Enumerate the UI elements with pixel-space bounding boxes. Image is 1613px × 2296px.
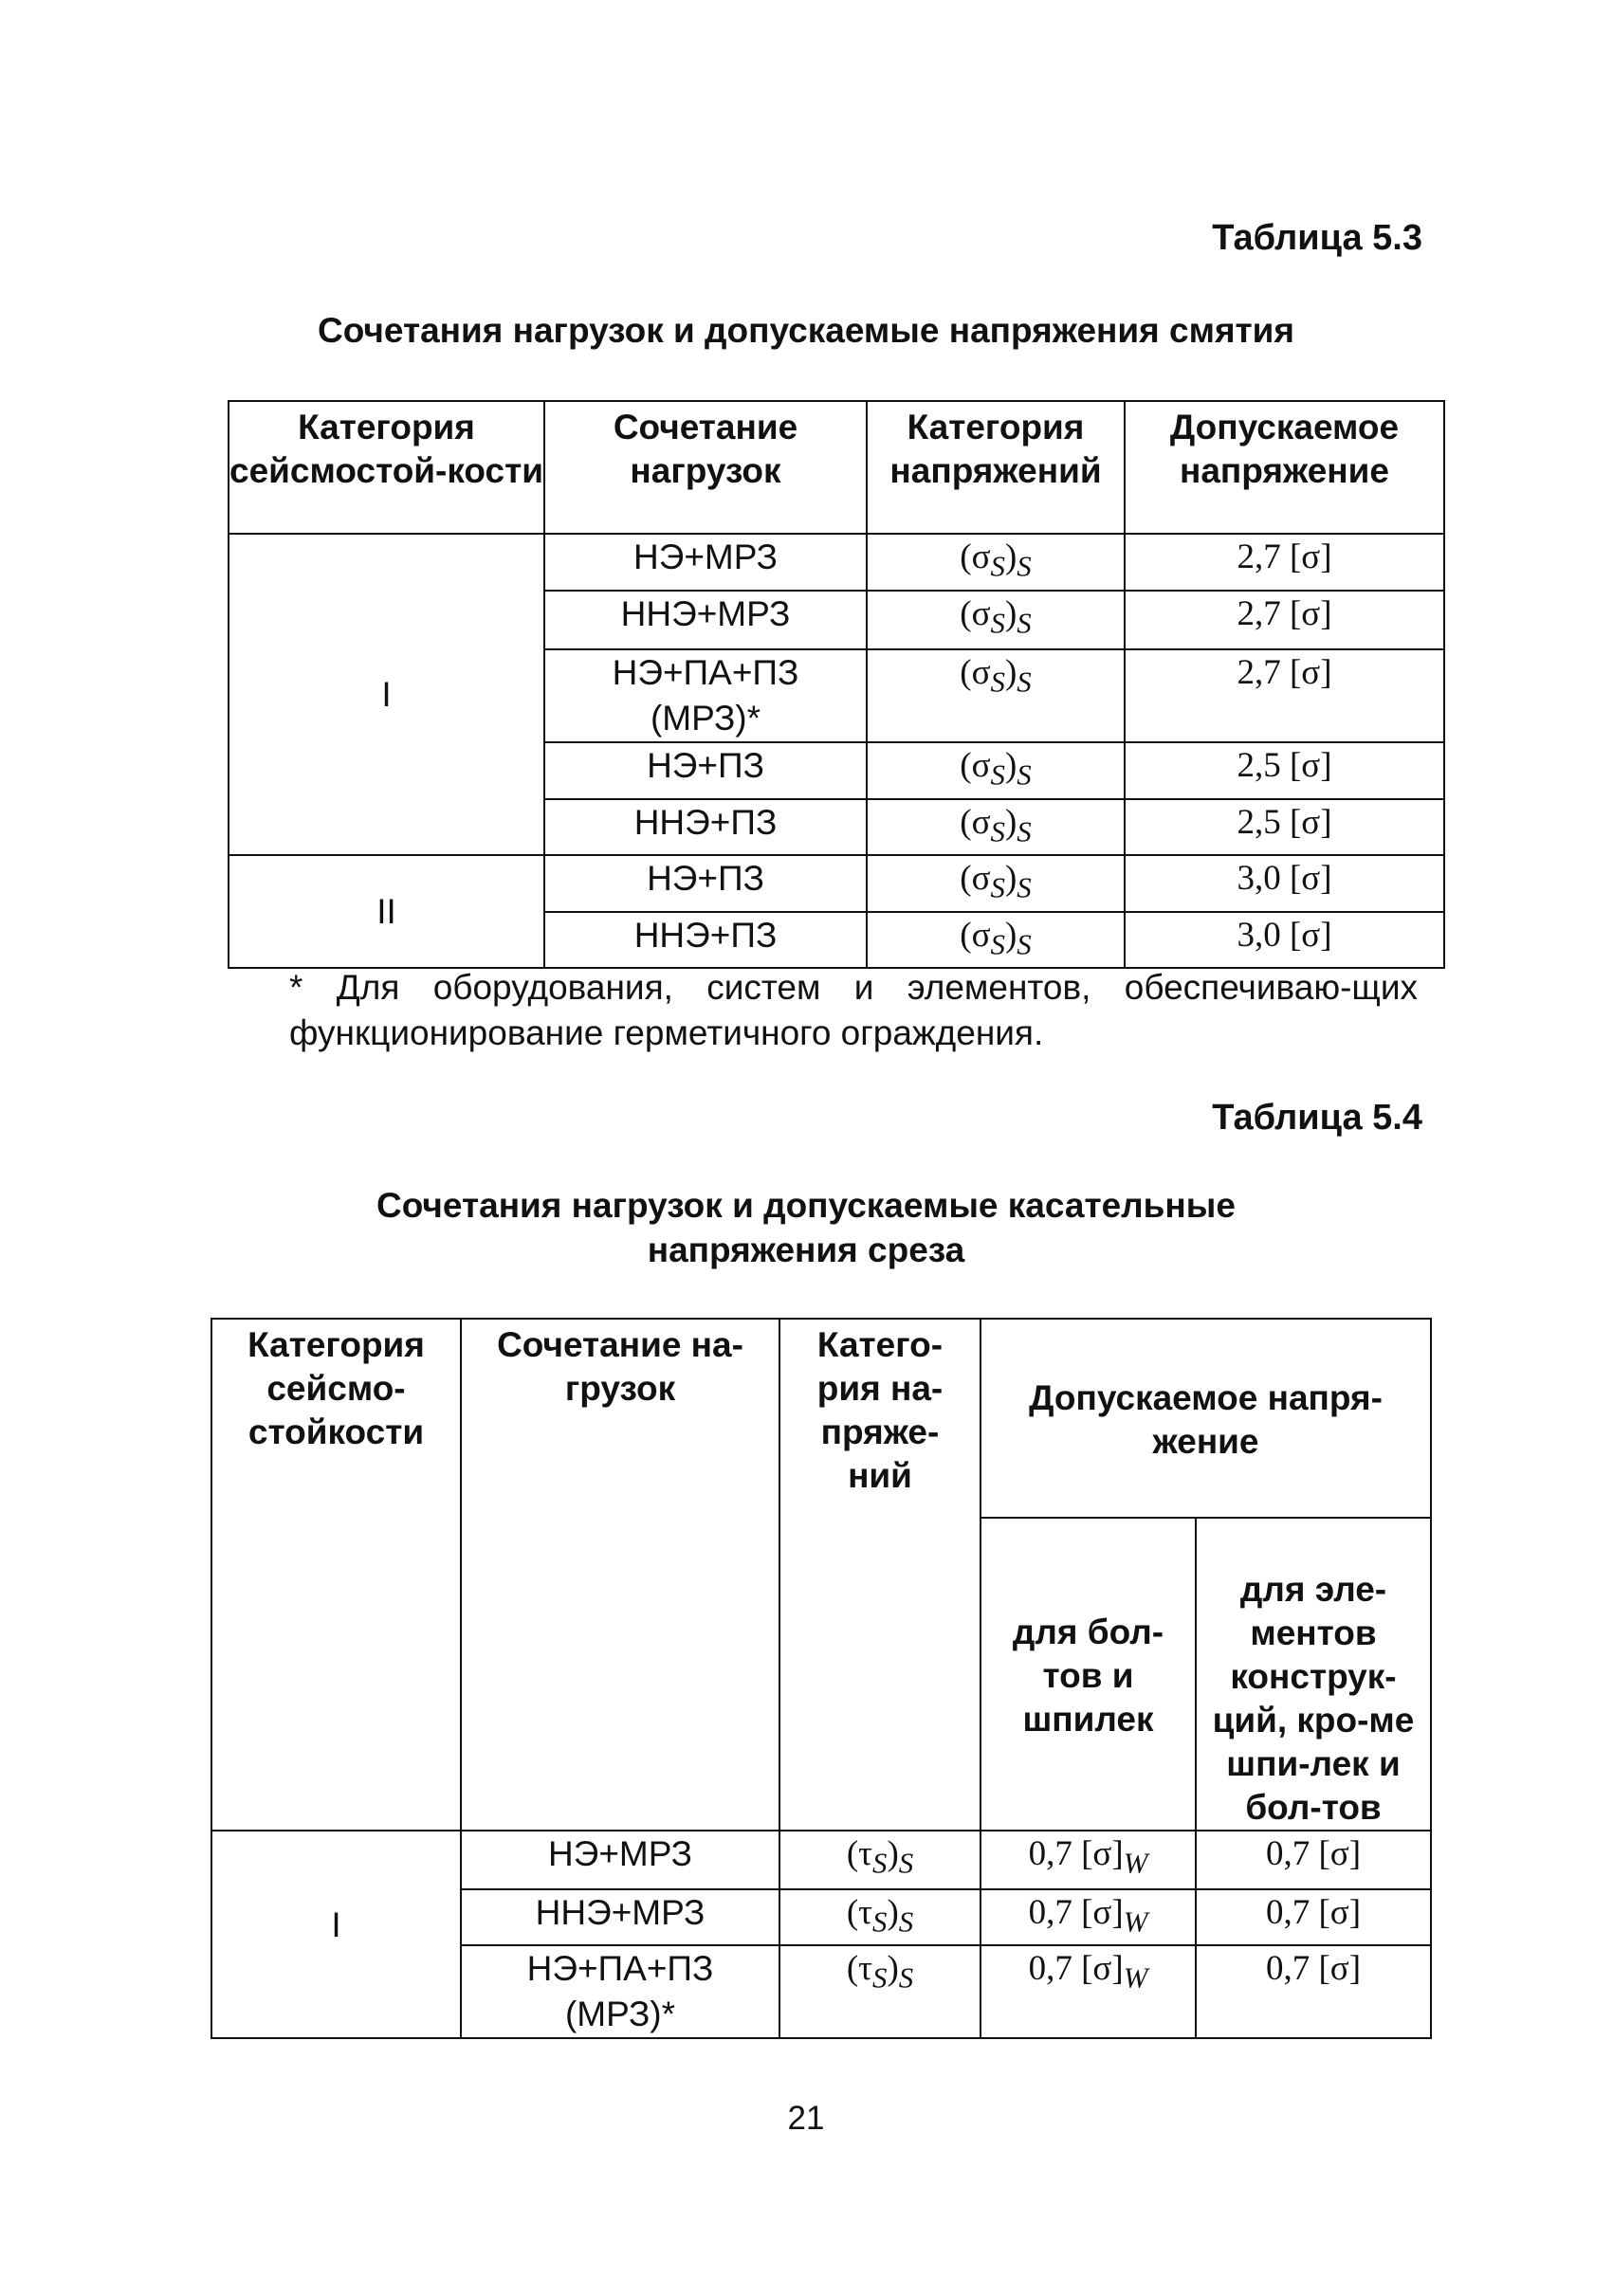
header-structural-elements: для эле-ментов конструк-ций, кро-ме шпи-лек и бол-тов xyxy=(1196,1518,1431,1831)
header-load-combination: Сочетание на-грузок xyxy=(461,1319,779,1831)
allowable-stress-cell: 2,5 [σ] xyxy=(1125,742,1444,799)
allowable-bolts-cell: 0,7 $[\sigma]_W$ xyxy=(981,1889,1196,1945)
seismic-category-cell: I xyxy=(211,1831,461,2038)
table-5-3-title: Сочетания нагрузок и допускаемые напряжения смятия xyxy=(317,311,1294,350)
seismic-category-cell: I xyxy=(229,534,544,855)
stress-category-cell: $(\tau_S)_S$ xyxy=(779,1831,981,1889)
stress-category-cell: $(\sigma_S)_S$ xyxy=(867,855,1125,911)
table-row xyxy=(229,534,1444,591)
page-number: 21 xyxy=(787,2100,825,2137)
allowable-bolts-cell: 0,7 $[\sigma]_W$ xyxy=(981,1945,1196,2038)
table-5-4 xyxy=(211,1318,1432,2039)
header-allowable-stress: Допускаемое напряжение xyxy=(1125,401,1444,534)
header-load-combination: Сочетание нагрузок xyxy=(544,401,867,534)
load-combination-cell: ННЭ+ПЗ xyxy=(544,912,867,968)
stress-category-cell: $(\sigma_S)_S$ xyxy=(867,534,1125,591)
allowable-stress-cell: 2,7 [σ] xyxy=(1125,649,1444,742)
load-combination-cell: НЭ+МРЗ xyxy=(544,534,867,591)
load-combination-cell: НЭ+ПЗ xyxy=(544,855,867,911)
allowable-elements-cell: 0,7 [σ] xyxy=(1196,1889,1431,1945)
stress-category-cell: $(\sigma_S)_S$ xyxy=(867,591,1125,649)
stress-category-cell: $(\sigma_S)_S$ xyxy=(867,649,1125,742)
seismic-category-cell: II xyxy=(229,855,544,968)
stress-category-cell: $(\sigma_S)_S$ xyxy=(867,742,1125,799)
table-5-4-title-line-2: напряжения среза xyxy=(647,1230,965,1269)
stress-category-cell: $(\tau_S)_S$ xyxy=(779,1945,981,2038)
header-allowable-stress: Допускаемое напря-жение xyxy=(981,1319,1431,1518)
stress-category-cell: $(\sigma_S)_S$ xyxy=(867,912,1125,968)
load-combination-cell: НЭ+ПА+ПЗ (МРЗ)* xyxy=(461,1945,779,2038)
header-seismic-category: Категория сейсмостой-кости xyxy=(229,401,544,534)
allowable-elements-cell: 0,7 [σ] xyxy=(1196,1831,1431,1889)
table-5-4-title-line-1: Сочетания нагрузок и допускаемые касательные xyxy=(376,1186,1236,1225)
allowable-elements-cell: 0,7 [σ] xyxy=(1196,1945,1431,2038)
load-combination-cell: НЭ+ПЗ xyxy=(544,742,867,799)
header-seismic-category: Категория сейсмо-стойкости xyxy=(211,1319,461,1831)
allowable-stress-cell: 3,0 [σ] xyxy=(1125,912,1444,968)
load-combination-cell: НЭ+ПА+ПЗ (МРЗ)* xyxy=(544,649,867,742)
allowable-stress-cell: 2,5 [σ] xyxy=(1125,799,1444,855)
header-stress-category: Категория напряжений xyxy=(867,401,1125,534)
table-5-4-label: Таблица 5.4 xyxy=(1212,1098,1422,1138)
load-combination-cell: ННЭ+МРЗ xyxy=(544,591,867,649)
allowable-bolts-cell: 0,7 $[\sigma]_W$ xyxy=(981,1831,1196,1889)
load-combination-cell: ННЭ+МРЗ xyxy=(461,1889,779,1945)
table-5-3 xyxy=(228,400,1445,969)
stress-category-cell: $(\sigma_S)_S$ xyxy=(867,799,1125,855)
table-5-3-footnote: * Для оборудования, систем и элементов, обеспечиваю-щих функционирование герметичного ограждения. xyxy=(289,968,1418,1052)
table-5-3-label: Таблица 5.3 xyxy=(1212,218,1422,258)
load-combination-cell: ННЭ+ПЗ xyxy=(544,799,867,855)
table-row xyxy=(211,1831,1431,1889)
allowable-stress-cell: 2,7 [σ] xyxy=(1125,534,1444,591)
load-combination-cell: НЭ+МРЗ xyxy=(461,1831,779,1889)
allowable-stress-cell: 3,0 [σ] xyxy=(1125,855,1444,911)
allowable-stress-cell: 2,7 [σ] xyxy=(1125,591,1444,649)
table-row xyxy=(229,855,1444,911)
header-stress-category: Катего-рия на-пряже-ний xyxy=(779,1319,981,1831)
header-bolts-studs: для бол-тов и шпилек xyxy=(981,1518,1196,1831)
stress-category-cell: $(\tau_S)_S$ xyxy=(779,1889,981,1945)
